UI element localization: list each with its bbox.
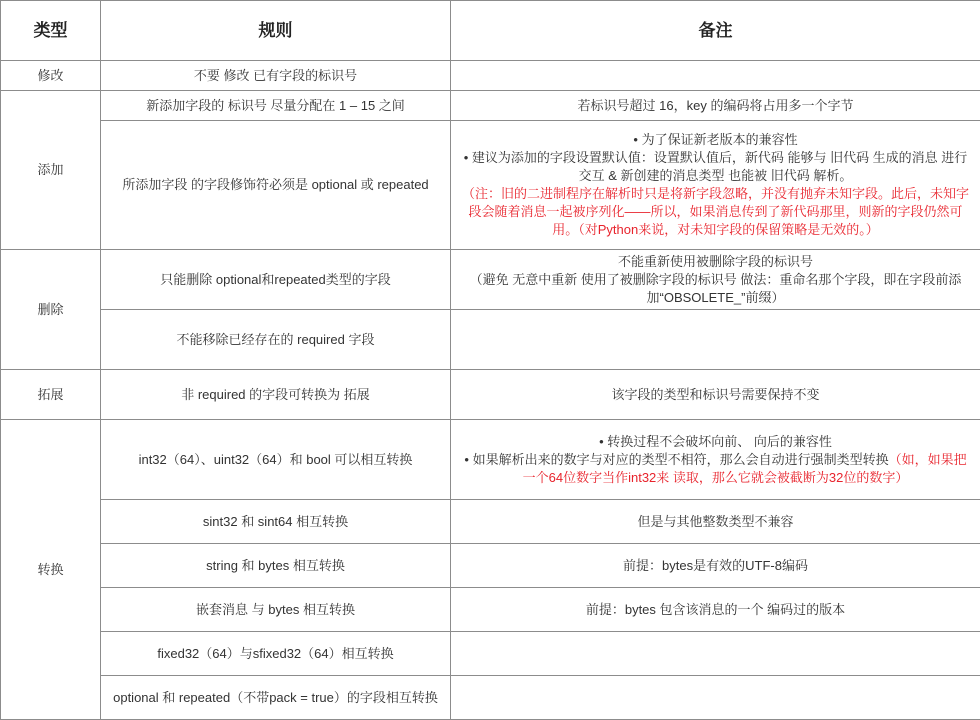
- type-extend: 拓展: [1, 370, 101, 420]
- note-add-2: [451, 121, 980, 250]
- note-convert-1: [451, 420, 980, 500]
- note-add-2-bullet-2: • 建议为添加的字段设置默认值：设置默认值后，新代码 能够与 旧代码 生成的消息 进行交互 & 新创建的消息类型 也能被 旧代码 解析。: [463, 150, 968, 183]
- rule-convert-2: sint32 和 sint64 相互转换: [101, 500, 451, 544]
- note-extend: 该字段的类型和标识号需要保持不变: [451, 370, 980, 420]
- rule-add-2: 所添加字段 的字段修饰符必须是 optional 或 repeated: [101, 121, 451, 250]
- header-rule: 规则: [101, 1, 451, 61]
- convert-row-2: [1, 500, 980, 544]
- note-delete-2: [451, 310, 980, 370]
- convert-row-4: [1, 588, 980, 632]
- convert-row-3: [1, 544, 980, 588]
- note-convert-5: [451, 632, 980, 676]
- type-convert: 转换: [1, 420, 101, 720]
- note-convert-3: 前提：bytes是有效的UTF-8编码: [451, 544, 980, 588]
- convert-row-1: [1, 420, 980, 500]
- type-modify: 修改: [1, 61, 101, 91]
- rule-delete-2: 不能移除已经存在的 required 字段: [101, 310, 451, 370]
- rule-extend: 非 required 的字段可转换为 拓展: [101, 370, 451, 420]
- rule-convert-6: optional 和 repeated（不带pack = true）的字段相互转换: [101, 676, 451, 720]
- rule-convert-5: fixed32（64）与sfixed32（64）相互转换: [101, 632, 451, 676]
- note-convert-6: [451, 676, 980, 720]
- note-add-2-red: （注：旧的二进制程序在解析时只是将新字段忽略，并没有抛弃未知字段。此后，未知字段会随着消息一起被序列化——所以，如果消息传到了新代码那里，则新的字段仍然可用。（对Python来说，对未知字段的保留策略是无效的。）: [461, 186, 969, 237]
- convert-row-6: [1, 676, 980, 720]
- note-convert-4: 前提：bytes 包含该消息的一个 编码过的版本: [451, 588, 980, 632]
- delete-row-1: [1, 250, 980, 310]
- note-convert-2: 但是与其他整数类型不兼容: [451, 500, 980, 544]
- note-add-2-bullet-1: • 为了保证新老版本的兼容性: [633, 132, 798, 147]
- rule-delete-1: 只能删除 optional和repeated类型的字段: [101, 250, 451, 310]
- note-convert-1-bullet-2: • 如果解析出来的数字与对应的类型不相符，那么会自动进行强制类型转换: [464, 451, 889, 467]
- note-delete-1: [451, 250, 980, 310]
- rule-modify: 不要 修改 已有字段的标识号: [101, 61, 451, 91]
- header-note: 备注: [451, 1, 980, 61]
- note-add-1: 若标识号超过 16，key 的编码将占用多一个字节: [451, 91, 980, 121]
- rule-convert-4: 嵌套消息 与 bytes 相互转换: [101, 588, 451, 632]
- add-row-1: [1, 91, 980, 121]
- rule-convert-3: string 和 bytes 相互转换: [101, 544, 451, 588]
- modify-row: [1, 61, 980, 91]
- delete-row-2: [1, 310, 980, 370]
- header-row: [1, 1, 980, 61]
- note-delete-1-line-1: 不能重新使用被删除字段的标识号: [617, 253, 813, 269]
- rule-convert-1: int32（64）、uint32（64）和 bool 可以相互转换: [101, 420, 451, 500]
- note-convert-1-bullet-1: • 转换过程不会破坏向前、 向后的兼容性: [599, 433, 832, 449]
- header-type: 类型: [1, 1, 101, 61]
- type-add: 添加: [1, 91, 101, 250]
- note-delete-1-line-2: （避免 无意中重新 使用了被删除字段的标识号 做法：重命名那个字段，即在字段前添加“OBSOLETE_”前缀）: [469, 271, 962, 305]
- extend-row: [1, 370, 980, 420]
- add-row-2: [1, 121, 980, 250]
- note-convert-1-red: （如，如果把一个64位数字当作int32来 读取，那么它就会被截断为32位的数字）: [522, 451, 967, 485]
- type-delete: 删除: [1, 250, 101, 370]
- rule-add-1: 新添加字段的 标识号 尽量分配在 1 – 15 之间: [101, 91, 451, 121]
- note-modify: [451, 61, 980, 91]
- convert-row-5: [1, 632, 980, 676]
